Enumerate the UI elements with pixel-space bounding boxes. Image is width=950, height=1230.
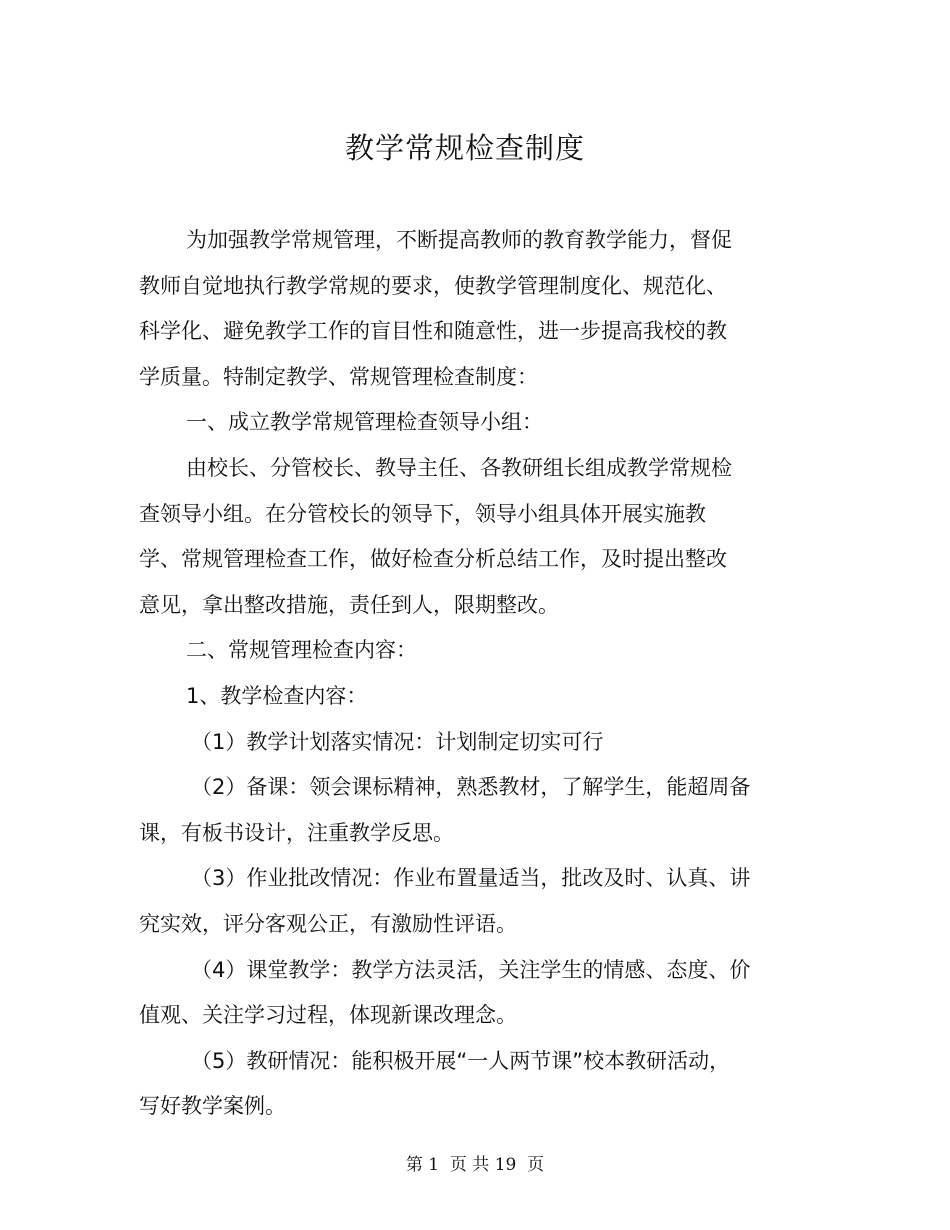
list-item: （1）教学计划落实情况：计划制定切实可行 xyxy=(191,729,604,754)
list-item: （4）课堂教学：教学方法灵活，关注学生的情感、态度、价 xyxy=(191,957,751,982)
list-item: （5）教研情况：能积极开展“一人两节课”校本教研活动， xyxy=(191,1048,731,1073)
body-line: 值观、关注学习过程，体现新课改理念。 xyxy=(139,1003,517,1028)
body-line: 由校长、分管校长、教导主任、各教研组长组成教学常规检 xyxy=(186,455,732,480)
document-body xyxy=(139,218,754,1130)
body-line: 写好教学案例。 xyxy=(139,1094,286,1119)
section-heading: 二、常规管理检查内容： xyxy=(186,638,417,663)
body-line: 为加强教学常规管理，不断提高教师的教育教学能力，督促 xyxy=(186,228,732,252)
document-title: 教学常规检查制度 xyxy=(344,131,585,165)
page-footer: 第 1 页 共 19 页 xyxy=(405,1155,545,1175)
list-item: （2）备课：领会课标精神，熟悉教材，了解学生，能超周备 xyxy=(191,775,751,800)
body-line: 学质量。特制定教学、常规管理检查制度： xyxy=(139,364,538,389)
body-line: 究实效，评分客观公正，有激励性评语。 xyxy=(139,911,517,936)
list-item: （3）作业批改情况：作业布置量适当，批改及时、认真、讲 xyxy=(191,866,751,891)
body-line: 查领导小组。在分管校长的领导下，领导小组具体开展实施教 xyxy=(139,501,706,526)
body-line: 课，有板书设计，注重教学反思。 xyxy=(139,820,454,845)
body-line: 教师自觉地执行教学常规的要求，使教学管理制度化、规范化、 xyxy=(139,273,727,298)
body-line: 学、常规管理检查工作，做好检查分析总结工作，及时提出整改 xyxy=(139,547,727,572)
body-line: 意见，拿出整改措施，责任到人，限期整改。 xyxy=(139,592,559,617)
body-line: 科学化、避免教学工作的盲目性和随意性，进一步提高我校的教 xyxy=(139,319,727,344)
section-heading: 一、成立教学常规管理检查领导小组： xyxy=(186,410,543,435)
subsection-heading: 1、教学检查内容： xyxy=(186,683,368,708)
